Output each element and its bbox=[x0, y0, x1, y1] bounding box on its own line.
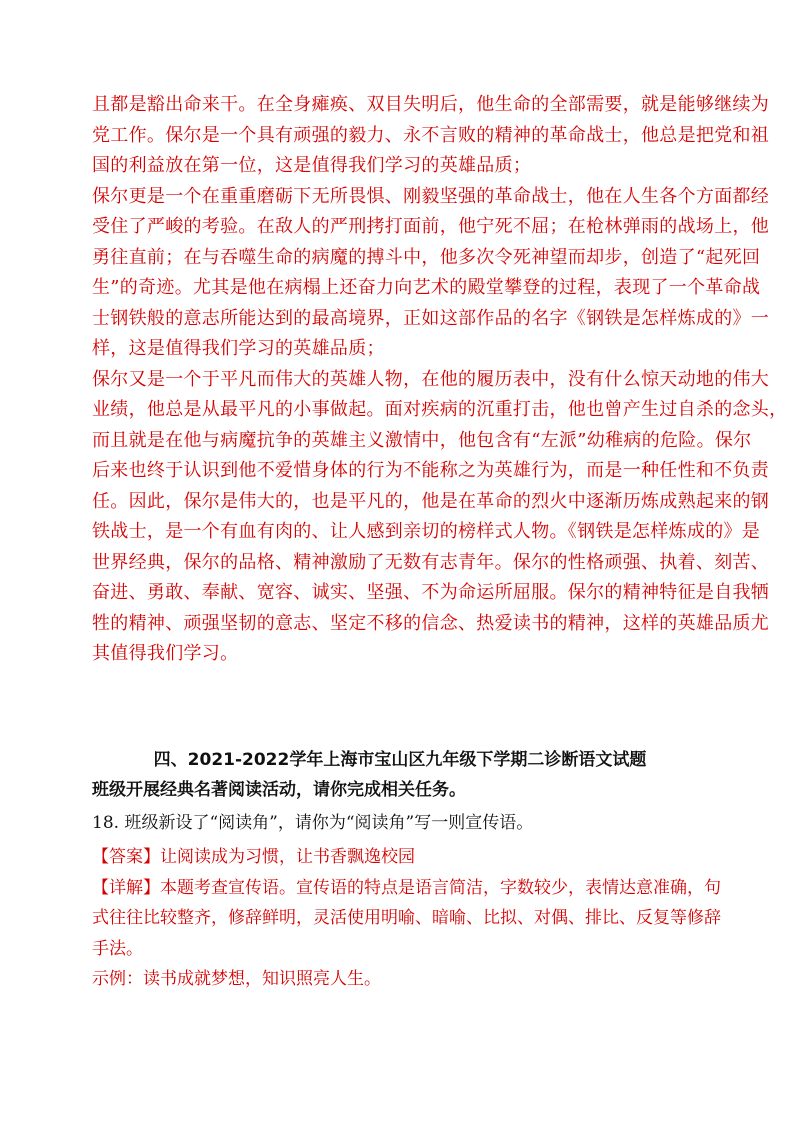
answer-line: 【答案】让阅读成为习惯，让书香飘逸校园 bbox=[92, 847, 415, 867]
text-line: 其值得我们学习。 bbox=[92, 643, 239, 664]
text-line: 勇往直前；在与吞噬生命的病魔的搏斗中，他多次令死神望而却步，创造了“起死回 bbox=[92, 246, 761, 268]
text-line: 党工作。保尔是一个具有顽强的毅力、永不言败的精神的革命战士，他总是把党和祖 bbox=[92, 124, 770, 146]
explain-line: 手法。 bbox=[92, 938, 143, 959]
text-line: 士钢铁般的意志所能达到的最高境界，正如这部作品的名字《钢铁是怎样炼成的》一 bbox=[92, 307, 770, 329]
text-line: 保尔更是一个在重重磨砺下无所畏惧、刚毅坚强的革命战士，他在人生各个方面都经 bbox=[92, 185, 770, 207]
text-line: 世界经典，保尔的品格、精神激励了无数有志青年。保尔的性格顽强、执着、刻苦、 bbox=[92, 551, 770, 573]
answer-continuation bbox=[92, 90, 788, 670]
text-line: 任。因此，保尔是伟大的，也是平凡的，他是在革命的烈火中逐渐历炼成熟起来的钢 bbox=[92, 490, 770, 512]
text-line: 后来也终于认识到他不爱惜身体的行为不能称之为英雄行为，而是一种任性和不负责 bbox=[92, 460, 770, 481]
text-line: 铁战士，是一个有血有肉的、让人感到亲切的榜样式人物。《钢铁是怎样炼成的》是 bbox=[92, 521, 761, 542]
text-line: 国的利益放在第一位，这是值得我们学习的英雄品质； bbox=[92, 155, 532, 176]
explain-line: 式往往比较整齐，修辞鲜明，灵活使用明喻、暗喻、比拟、对偶、排比、反复等修辞 bbox=[92, 908, 721, 928]
text-line: 而且就是在他与病魔抗争的英雄主义激情中，他包含有“左派”幼稚病的危险。保尔 bbox=[92, 429, 752, 451]
explain-line: 【详解】本题考查宣传语。宣传语的特点是语言简洁，字数较少，表情达意准确，句 bbox=[92, 877, 721, 898]
section-intro: 班级开展经典名著阅读活动，请你完成相关任务。 bbox=[92, 780, 466, 800]
example-line: 示例：读书成就梦想，知识照亮人生。 bbox=[92, 969, 381, 989]
section-heading: 四、2021-2022学年上海市宝山区九年级下学期二诊断语文试题 bbox=[153, 750, 647, 770]
text-line: 牲的精神、顽强坚韧的意志、坚定不移的信念、热爱读书的精神，这样的英雄品质尤 bbox=[92, 612, 770, 634]
text-line: 奋进、勇敢、奉献、宽容、诚实、坚强、不为命运所屈服。保尔的精神特征是自我牺 bbox=[92, 582, 770, 603]
text-line: 且都是豁出命来干。在全身瘫痪、双目失明后，他生命的全部需要，就是能够继续为 bbox=[92, 94, 770, 115]
answer-block bbox=[92, 842, 721, 995]
text-line: 业绩，他总是从最平凡的小事做起。面对疾病的沉重打击，他也曾产生过自杀的念头， bbox=[92, 399, 788, 420]
text-line: 样，这是值得我们学习的英雄品质； bbox=[92, 338, 385, 359]
text-line: 受住了严峻的考验。在敌人的严刑拷打面前，他宁死不屈；在枪林弹雨的战场上，他 bbox=[92, 216, 770, 237]
text-line: 生”的奇迹。尤其是他在病榻上还奋力向艺术的殿堂攀登的过程，表现了一个革命战 bbox=[92, 277, 761, 298]
text-line: 保尔又是一个于平凡而伟大的英雄人物，在他的履历表中，没有什么惊天动地的伟大 bbox=[92, 368, 770, 390]
question-18: 18. 班级新设了“阅读角”，请你为“阅读角”写一则宣传语。 bbox=[92, 813, 534, 833]
